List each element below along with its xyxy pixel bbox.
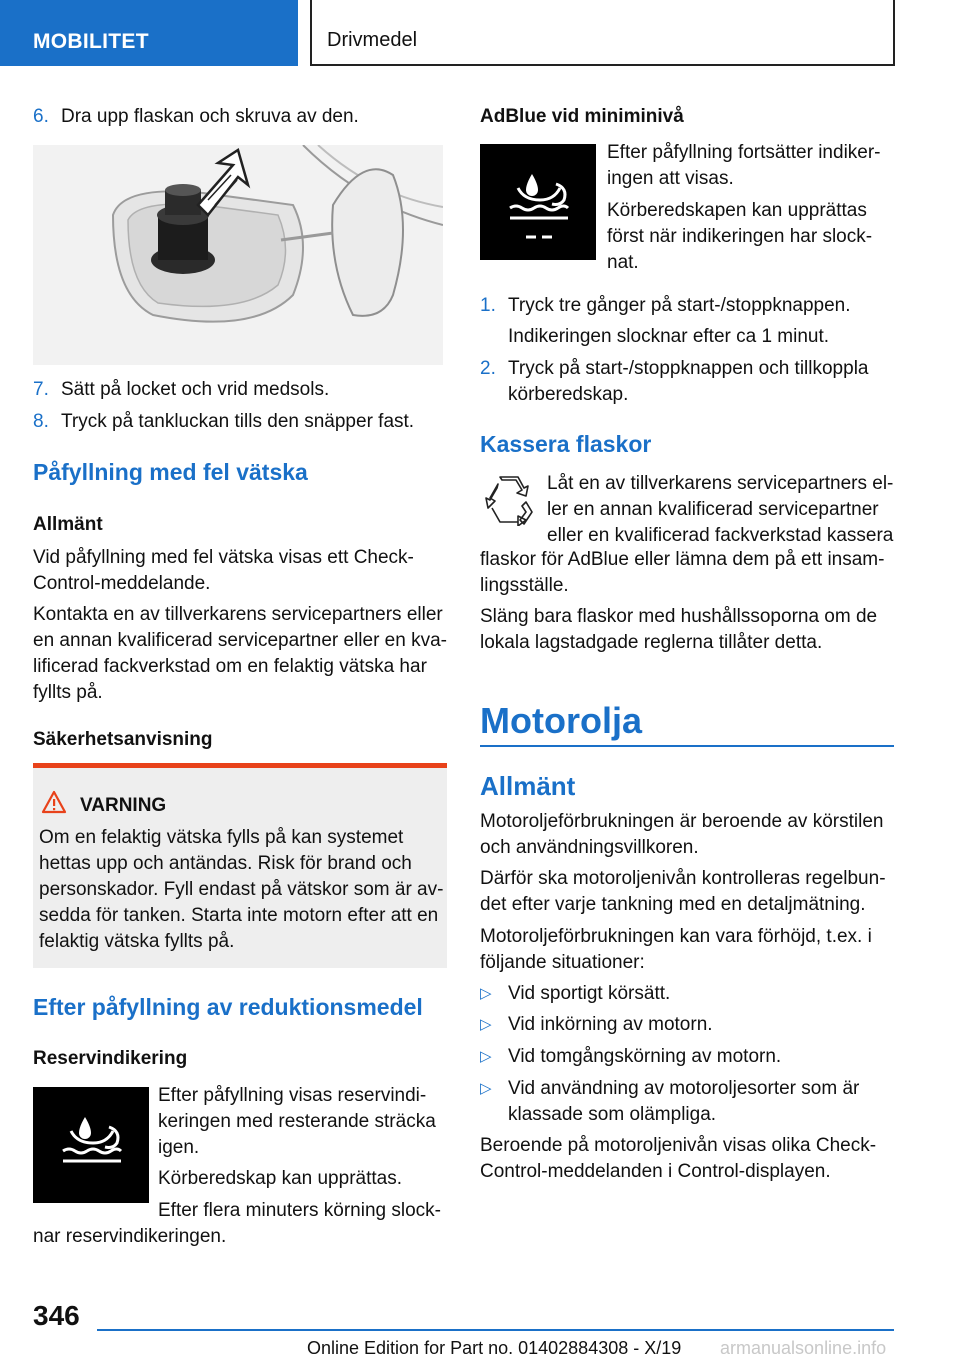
min-level-ready: Körberedskapen kan upprättas först när indikeringen har slock- nat.	[607, 200, 873, 273]
reserve-text-ready: Körberedskap kan upprättas.	[158, 1168, 402, 1189]
oil-para-4: Beroende på motoroljenivån visas olika Check- Control-meddelanden i Control-displayen.	[480, 1135, 877, 1182]
dispose-text-top: Låt en av tillverkarens servicepartners el- ler en annan kvalificerad servicepartner eller en kvalificerad fackverkstad kassera	[547, 473, 894, 546]
heading-rule	[480, 745, 894, 747]
step-7: 7. Sätt på locket och vrid medsols.	[33, 379, 330, 400]
bullet-triangle-icon: ▷	[480, 1016, 492, 1033]
list-item: ▷ Vid användning av motoroljesorter som är klassade som olämpliga.	[480, 1078, 860, 1125]
list-item: ▷ Vid sportigt körsätt.	[480, 981, 670, 1007]
min-level-indicator-icon	[480, 144, 596, 260]
reserve-text-after-l2: nar reservindikeringen.	[33, 1226, 227, 1247]
bottle-cap-illustration	[33, 145, 443, 365]
footer-rule	[97, 1329, 894, 1331]
list-item: ▷ Vid tomgångskörning av motorn.	[480, 1044, 781, 1070]
recycle-icon	[484, 474, 534, 526]
watermark: armanualsonline.info	[720, 1338, 887, 1358]
sub-reserve: Reservindikering	[33, 1048, 188, 1069]
list-item: ▷ Vid inkörning av motorn.	[480, 1012, 713, 1038]
min-step-2: 2. Tryck på start-/stoppknappen och tillkoppla körberedskap.	[480, 358, 869, 405]
para-wrong-1: Vid påfyllning med fel vätska visas ett Check- Control-meddelande.	[33, 547, 414, 594]
bullet-triangle-icon: ▷	[480, 985, 492, 1002]
page-number: 346	[33, 1300, 80, 1331]
heading-motor-oil: Motorolja	[480, 700, 642, 741]
heading-after-refill: Efter påfyllning av reduktionsmedel	[33, 994, 423, 1020]
reserve-text-block: Efter påfyllning visas reservindi- keringen med resterande sträcka igen.	[158, 1085, 436, 1158]
reserve-text-after-l1: Efter flera minuters körning slock-	[158, 1200, 441, 1221]
heading-dispose: Kassera flaskor	[480, 431, 652, 457]
min-step-1: 1. Tryck tre gånger på start-/stoppknappen.	[480, 295, 851, 316]
step-6: 6. Dra upp flaskan och skruva av den.	[33, 106, 359, 127]
min-step-1-note: Indikeringen slocknar efter ca 1 minut.	[508, 326, 830, 347]
bullet-triangle-icon: ▷	[480, 1048, 492, 1065]
chapter-tab	[310, 0, 895, 66]
bullet-triangle-icon: ▷	[480, 1080, 492, 1097]
sub-min-level: AdBlue vid miniminivå	[480, 106, 684, 127]
heading-wrong-fluid: Påfyllning med fel vätska	[33, 459, 308, 485]
dispose-text-bottom: flaskor för AdBlue eller lämna dem på ett insam- lingsställe.	[480, 549, 885, 596]
reserve-indicator-icon	[33, 1087, 149, 1203]
warning-box	[33, 763, 447, 968]
para-wrong-2: Kontakta en av tillverkarens servicepartners eller en annan kvalificerad servicepartner eller en kva- lificerad fackverkstad om en felaktig vätska har fyllts på.	[33, 604, 447, 703]
chapter-title: Drivmedel	[327, 29, 418, 51]
oil-para-2: Därför ska motoroljenivån kontrolleras regelbun- det efter varje tankning med en detaljmätning.	[480, 868, 886, 915]
oil-para-3: Motoroljeförbrukningen kan vara förhöjd, t.ex. i följande situationer:	[480, 926, 872, 973]
min-level-text: Efter påfyllning fortsätter indiker- ingen att visas.	[607, 142, 881, 189]
step-8: 8. Tryck på tankluckan tills den snäpper fast.	[33, 411, 415, 432]
oil-para-1: Motoroljeförbrukningen är beroende av körstilen och användningsvillkoren.	[480, 811, 884, 858]
heading-oil-general: Allmänt	[480, 771, 576, 801]
sub-safety: Säkerhetsanvisning	[33, 729, 213, 750]
warning-triangle-icon	[41, 790, 67, 814]
warning-text: Om en felaktig vätska fylls på kan systemet hettas upp och antändas. Risk för brand och personskador. Fyll endast på vätskor som är av- sedda för tanken. Starta inte motorn efter att en felaktig vätska fyllts på.	[39, 827, 444, 952]
sub-general: Allmänt	[33, 514, 103, 535]
section-title: MOBILITET	[33, 30, 149, 53]
footer-edition: Online Edition for Part no. 01402884308 - X/19	[307, 1338, 682, 1358]
dispose-text-household: Släng bara flaskor med hushållssoporna om de lokala lagstadgade reglerna tillåter detta.	[480, 606, 878, 653]
warning-title: VARNING	[80, 795, 167, 816]
section-tab	[0, 0, 298, 66]
